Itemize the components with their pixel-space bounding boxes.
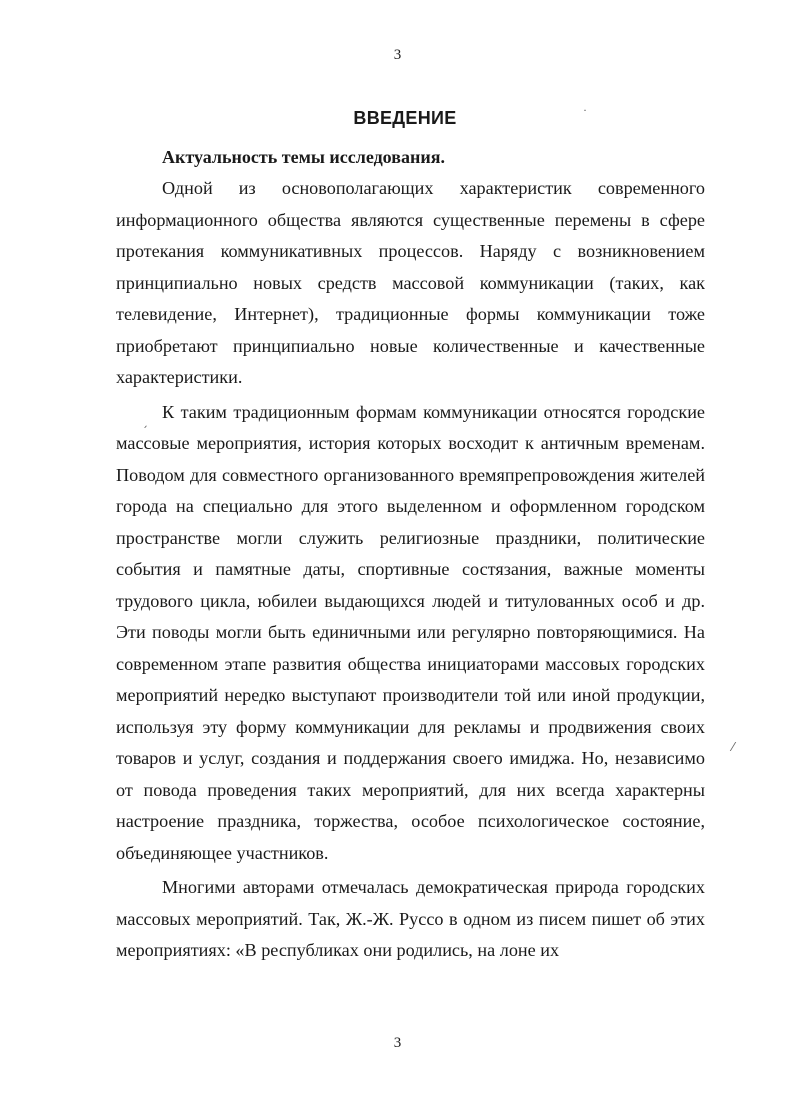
- scan-tick-mark: ˏ: [142, 414, 148, 428]
- paragraph-2: К таким традиционным формам коммуникации относятся городские массовые мероприятия, история которых восходит к античным временам. Поводом для совместного организованного времяпрепровождения жителей города на специально для этого выделенном и оформленном городском пространстве могли служить религиозные праздники, политические события и памятные даты, спортивные состязания, важные моменты трудового цикла, юбилеи выдающихся людей и титулованных особ и др. Эти поводы могли быть единичными или регулярно повторяющимися. На современном этапе развития общества инициаторами массовых городских мероприятий нередко выступают производители той или иной продукции, используя эту форму коммуникации для рекламы и продвижения своих товаров и услуг, создания и поддержания своего имиджа. Но, независимо от повода проведения таких мероприятий, для них всегда характерны настроение праздника, торжества, особое психологическое состояние, объединяющее участников.: [116, 401, 705, 863]
- page-number-bottom: 3: [393, 1035, 402, 1051]
- subsection-heading: Актуальность темы исследования.: [162, 147, 445, 167]
- scan-slash-mark: ⁄: [732, 740, 735, 754]
- scan-dot-mark: ˙: [582, 108, 588, 122]
- section-heading: ВВЕДЕНИЕ: [353, 108, 457, 128]
- page-number-top: 3: [393, 47, 402, 63]
- paragraph-1: Одной из основополагающих характеристик современного информационного общества являются существенные перемены в сфере протекания коммуникативных процессов. Наряду с возникновением принципиально новых средств массовой коммуникации (таких, как телевидение, Интернет), традиционные формы коммуникации тоже приобретают принципиально новые количественные и качественные характеристики.: [116, 178, 705, 387]
- paragraph-3: Многими авторами отмечалась демократическая природа городских массовых мероприятий. Так, Ж.-Ж. Руссо в одном из писем пишет об этих мероприятиях: «В республиках они родились, на лоне их: [116, 877, 705, 960]
- body-text: [116, 173, 705, 967]
